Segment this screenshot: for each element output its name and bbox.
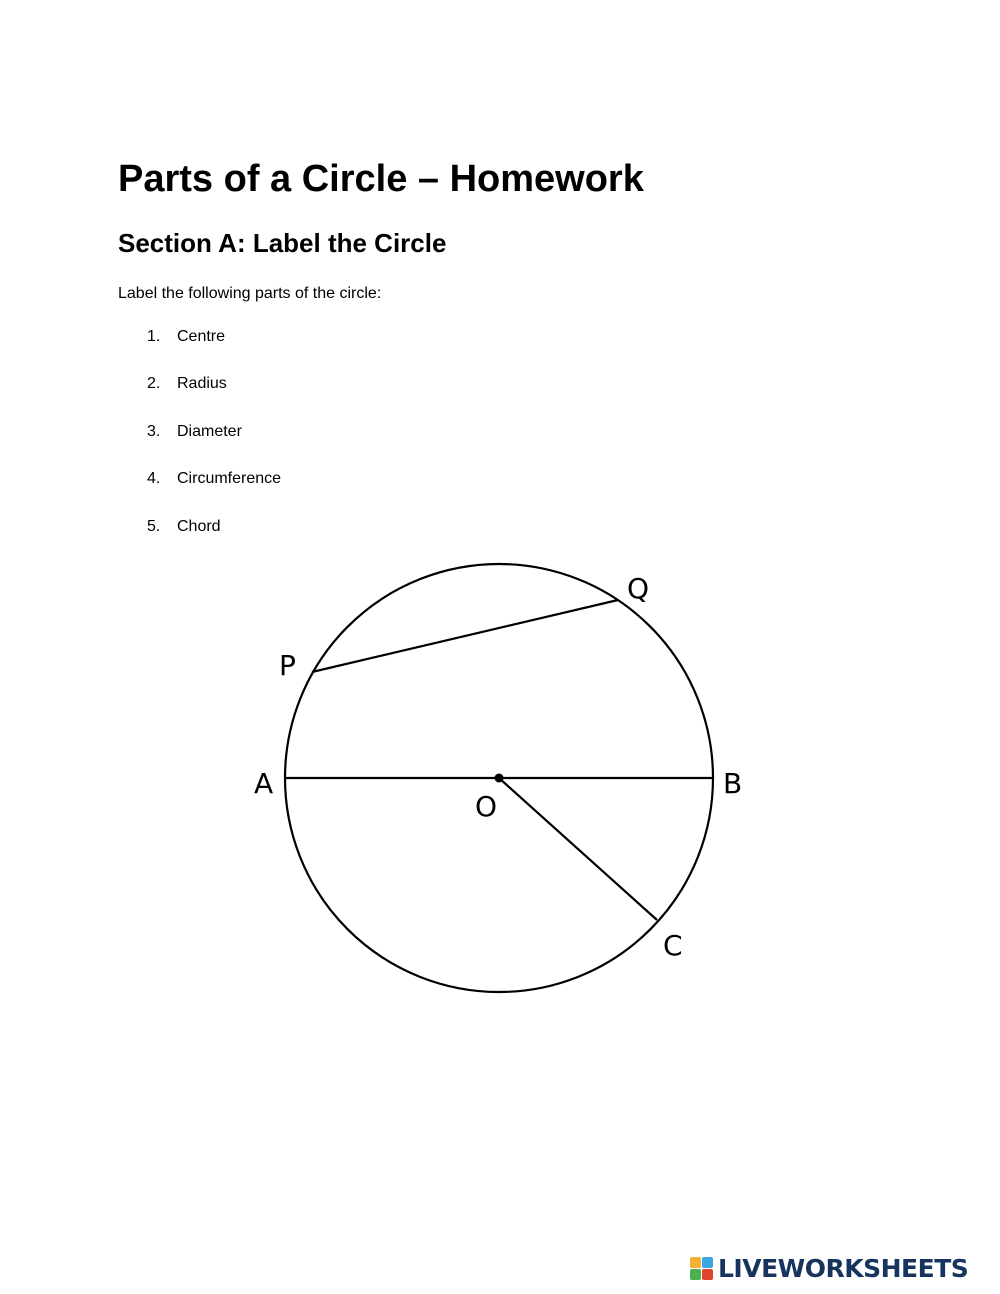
list-item-number: 3. <box>147 423 161 440</box>
logo-square-icon <box>690 1269 701 1280</box>
label-c: C <box>663 929 683 962</box>
list-item-label: Circumference <box>177 470 282 487</box>
circle-circumference <box>285 564 713 992</box>
logo-square-icon <box>702 1257 713 1268</box>
centre-point <box>495 774 504 783</box>
list-item-number: 1. <box>147 328 161 345</box>
radius-oc <box>499 778 657 920</box>
label-q: Q <box>627 572 650 605</box>
label-p: P <box>279 649 296 682</box>
list-item-number: 5. <box>147 518 161 535</box>
liveworksheets-logo-icon <box>690 1257 714 1281</box>
list-item-label: Diameter <box>177 423 242 440</box>
label-b: B <box>723 767 743 800</box>
brand-name: LIVEWORKSHEETS <box>718 1254 969 1283</box>
chord-pq <box>312 600 618 672</box>
list-item-number: 4. <box>147 470 161 487</box>
label-o: O <box>475 790 498 823</box>
list-item-label: Centre <box>177 328 226 345</box>
instruction-text: Label the following parts of the circle: <box>118 285 382 302</box>
list-item-label: Chord <box>177 518 221 535</box>
logo-square-icon <box>702 1269 713 1280</box>
page-title: Parts of a Circle – Homework <box>118 158 644 200</box>
logo-square-icon <box>690 1257 701 1268</box>
label-a: A <box>254 767 274 800</box>
section-heading: Section A: Label the Circle <box>118 228 447 258</box>
list-item-label: Radius <box>177 375 227 392</box>
liveworksheets-brand <box>690 1252 968 1286</box>
list-item-number: 2. <box>147 375 161 392</box>
